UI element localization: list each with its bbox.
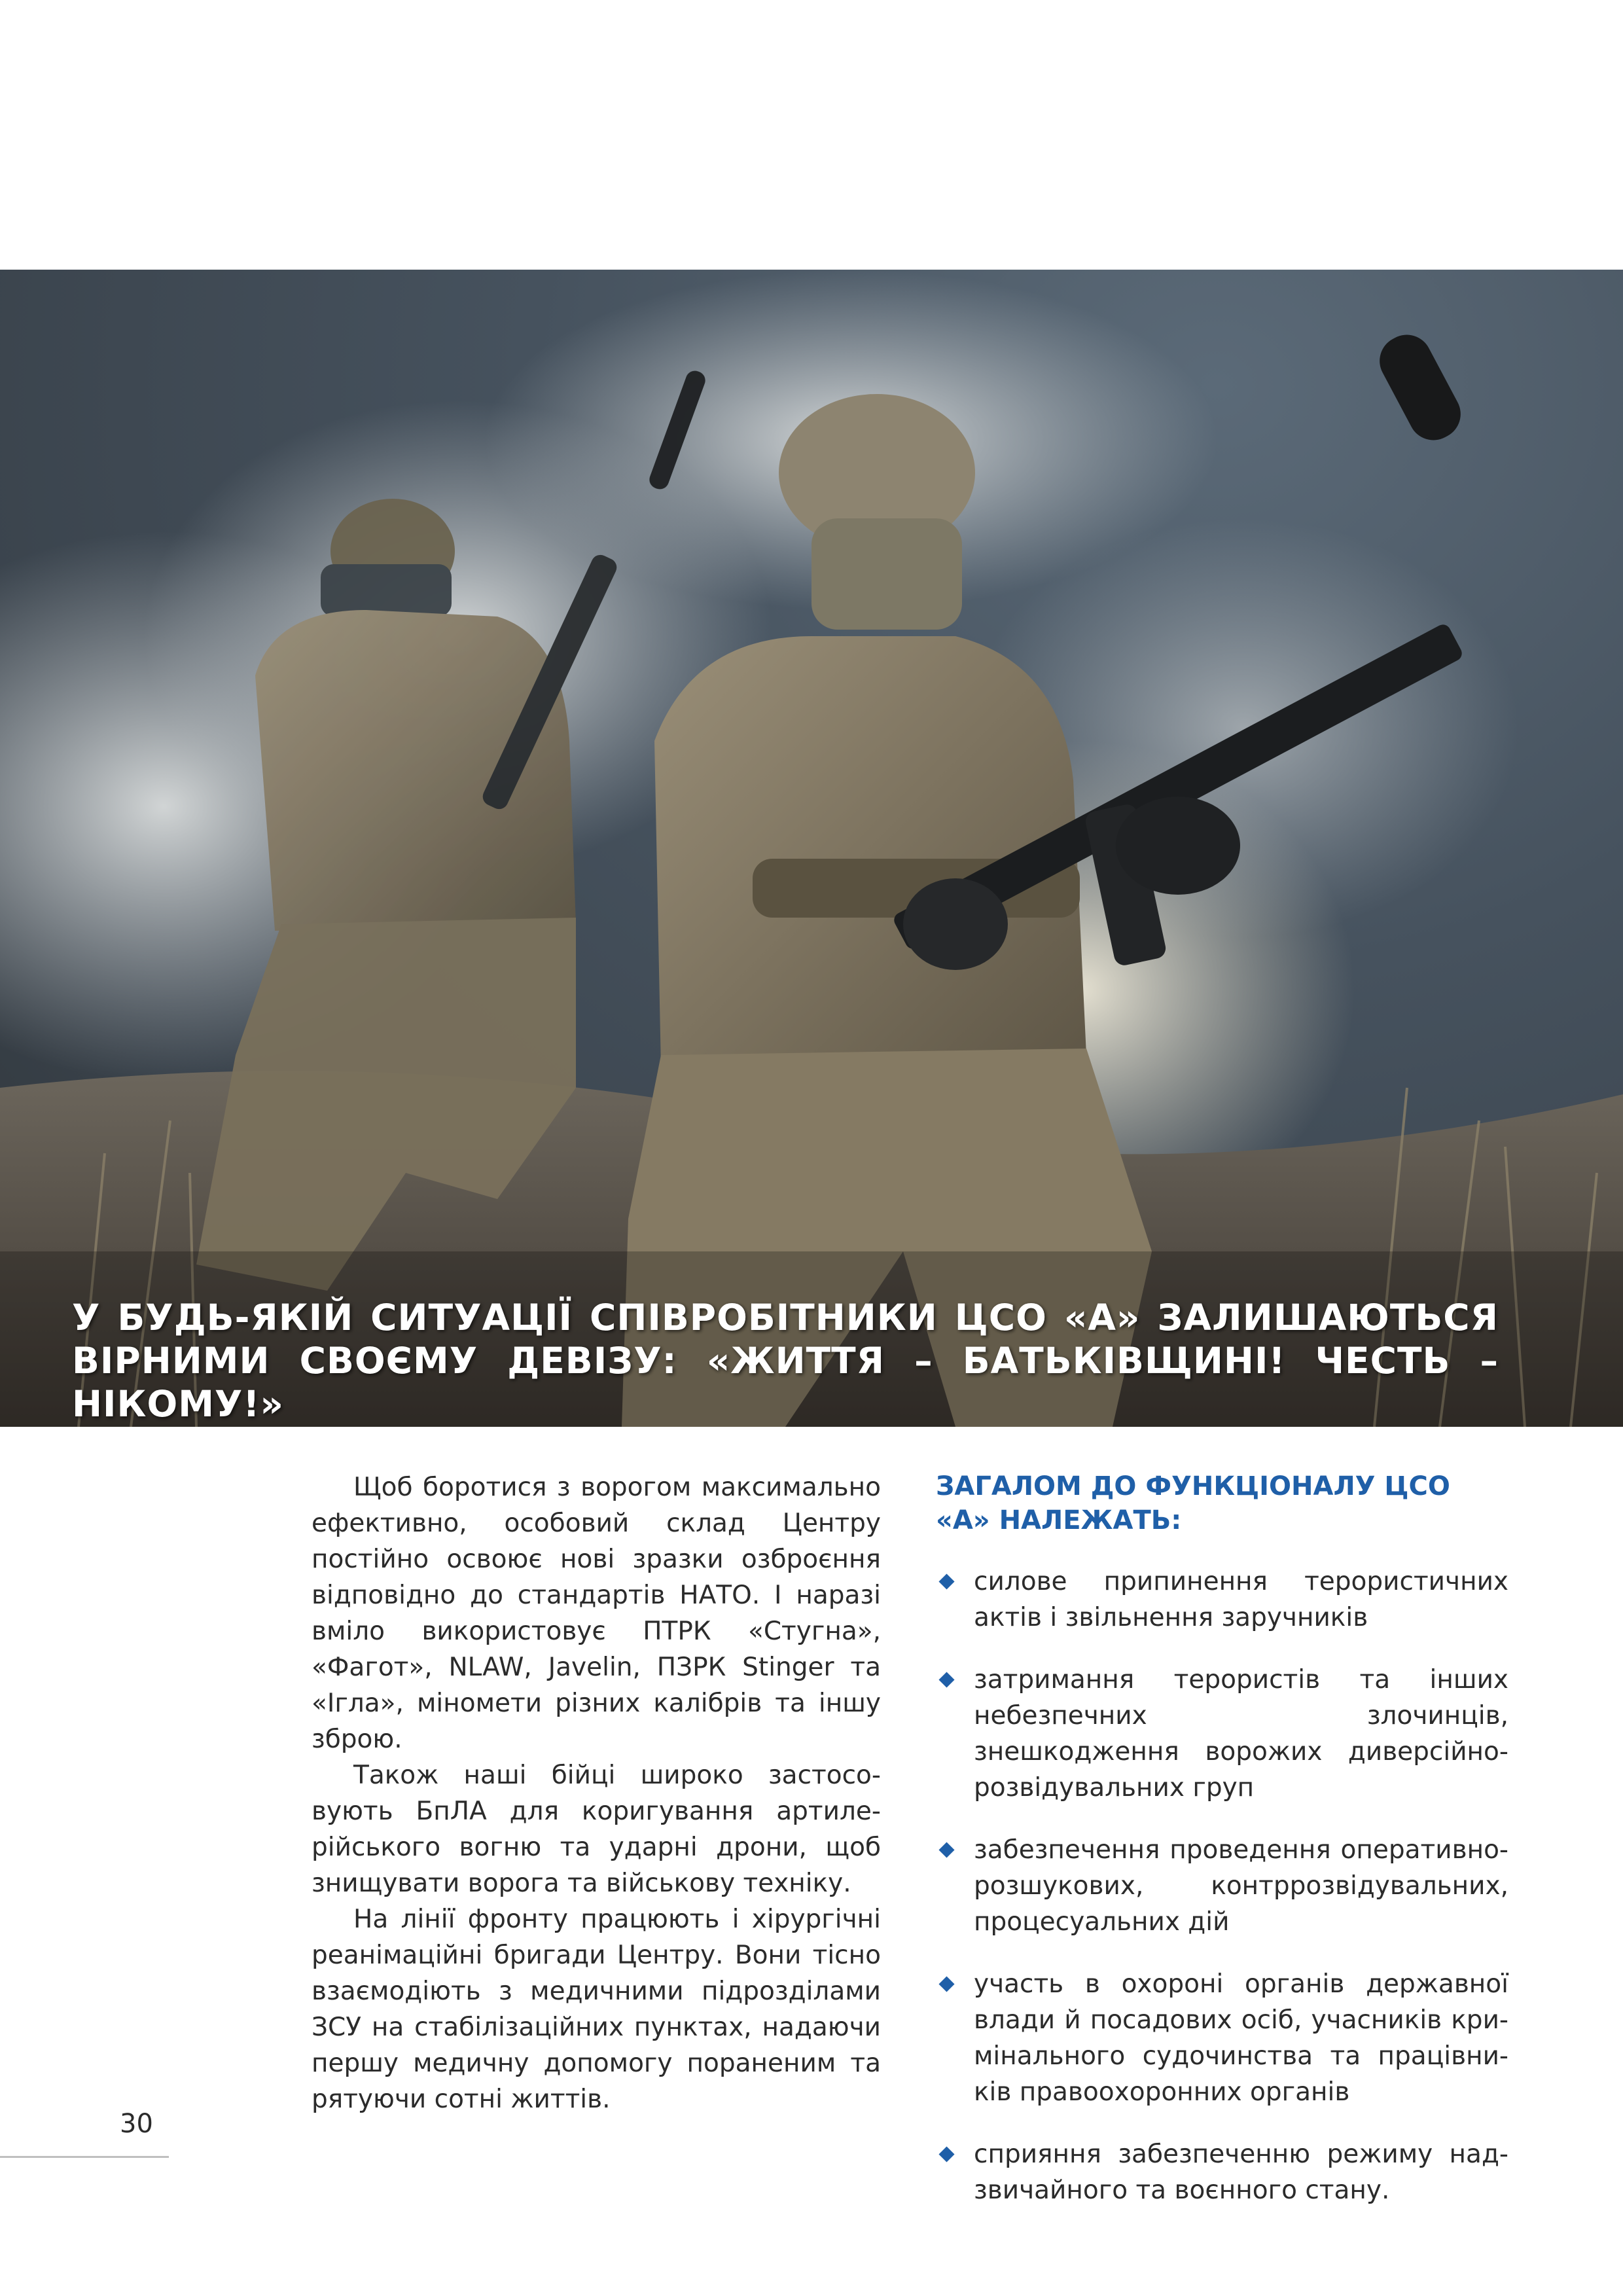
list-item-text: затримання терористів та інших небезпечних злочинців, знешкодження ворожих диверсійно-розвідувальних груп <box>974 1665 1508 1803</box>
list-item-text: силове припинення терористичних актів і звільнення заручників <box>974 1567 1508 1632</box>
diamond-bullet-icon <box>938 1842 954 1857</box>
paragraph-1: Щоб боротися з ворогом максимально ефективно, особовий склад Центру постійно освоює нові зразки озброєння відповідно до стандартів НАТО. І наразі вміло використовує ПТРК «Стугна», «Фагот», NLAW, Javelin, ПЗРК Stinger та «Ігла», міномети різних калібрів та іншу зброю. <box>312 1473 881 1754</box>
list-item <box>936 1564 1508 1636</box>
paragraph-2: Також наші бійці широко застосовують БпЛА для коригування артилерійського вогню та ударні дрони, щоб знищувати ворога та військову техніку. <box>312 1761 881 1898</box>
right-column <box>936 1469 1508 2234</box>
diamond-bullet-icon <box>938 1672 954 1687</box>
list-item-text: сприяння забезпеченню режиму надзвичайного та воєнного стану. <box>974 2140 1508 2205</box>
list-item-text: забезпечення проведення оперативно-розшукових, контррозвідувальних, процесуальних дій <box>974 1835 1508 1937</box>
paragraph-3: На лінії фронту працюють і хірургічні реанімаційні бригади Центру. Вони тісно взаємодіють з медичними підрозділами ЗСУ на стабілізаційних пунктах, надаючи першу медичну допомогу пораненим та рятуючи сотні життів. <box>312 1905 881 2114</box>
list-item <box>936 2136 1508 2208</box>
photo-caption-line-1: У БУДЬ-ЯКІЙ СИТУАЦІЇ СПІВРОБІТНИКИ ЦСО «А» ЗАЛИШАЮТЬСЯ <box>72 1297 1499 1338</box>
diamond-bullet-icon <box>938 2146 954 2162</box>
photo-caption-line-2: ВІРНИМИ СВОЄМУ ДЕВІЗУ: «ЖИТТЯ – БАТЬКІВЩИНІ! ЧЕСТЬ – НІКОМУ!» <box>72 1340 1499 1425</box>
list-item <box>936 1662 1508 1806</box>
list-item-text: участь в охороні органів державної влади й посадових осіб, учасників кримінального судочинства та працівників правоохоронних органів <box>974 1969 1508 2107</box>
page-number: 30 <box>120 2109 153 2139</box>
functions-list <box>936 1564 1508 2208</box>
list-item <box>936 1966 1508 2110</box>
photo-soldiers-icon <box>0 270 1623 1427</box>
functions-heading: ЗАГАЛОМ ДО ФУНКЦІОНАЛУ ЦСО «А» НАЛЕЖАТЬ: <box>936 1471 1450 1535</box>
left-column <box>312 1469 881 2117</box>
footer-divider <box>0 2156 169 2158</box>
hero-photo <box>0 270 1623 1427</box>
list-item <box>936 1832 1508 1940</box>
diamond-bullet-icon <box>938 1976 954 1992</box>
diamond-bullet-icon <box>938 1573 954 1589</box>
